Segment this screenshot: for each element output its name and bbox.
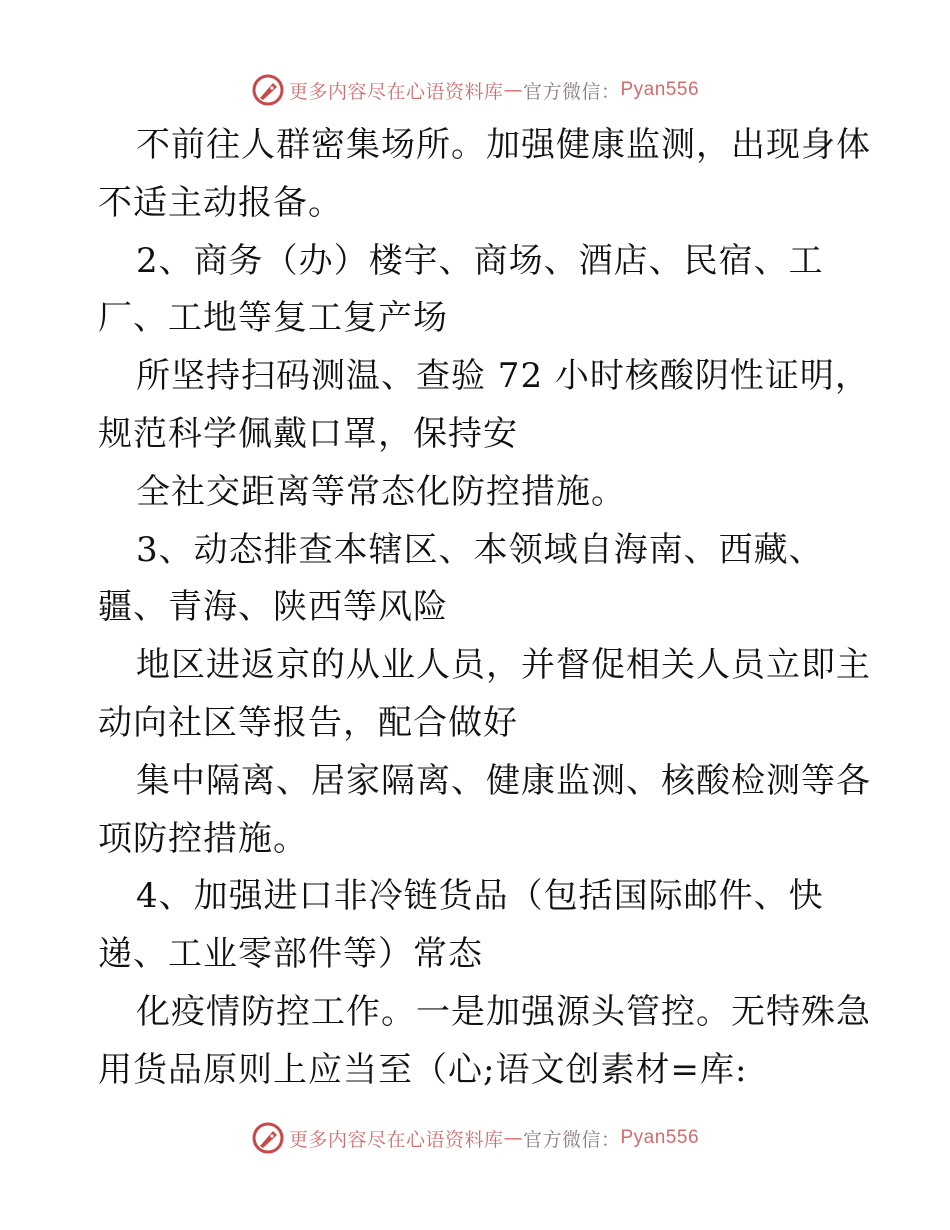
text-line: 4、加强进口非冷链货品（包括国际邮件、快 [136,876,824,917]
text-line: 不前往人群密集场所。加强健康监测，出现身体 [136,125,871,165]
text-line: 疆、青海、陕西等风险 [98,587,448,628]
pen-nib-logo-icon [251,73,285,107]
text-line: 规范科学佩戴口罩，保持安 [98,413,518,454]
footer-wechat-label: 官方微信： [522,1128,621,1151]
text-line: 厂、工地等复工复产场 [98,298,448,339]
text-line: 集中隔离、居家隔离、健康监测、核酸检测等各 [136,760,871,801]
text-line: 2、商务（办）楼宇、商场、酒店、民宿、工 [136,240,824,281]
text-line: 项防控措施。 [98,818,308,859]
text-line: 不适主动报备。 [98,182,343,223]
text-line: 地区进返京的从业人员，并督促相关人员立即主 [136,645,871,686]
text-line: 递、工业零部件等）常态 [98,934,483,975]
footer-banner [0,1118,950,1158]
text-line: 所坚持扫码测温、查验 72 小时核酸阴性证明， [136,356,870,397]
header-site-name: 更多内容尽在心语资料库 [288,80,504,103]
footer-wechat-id: Pyan556 [620,1127,700,1148]
text-line: 用货品原则上应当至（心;语文创素材=库: [98,1049,748,1090]
header-separator: — [503,79,523,101]
header-wechat-label: 官方微信： [522,80,621,103]
document-body [98,117,871,1100]
pen-nib-logo-icon [251,1121,285,1155]
text-line: 动向社区等报告，配合做好 [98,702,518,743]
text-line: 3、动态排查本辖区、本领域自海南、西藏、 [136,529,824,570]
text-line: 化疫情防控工作。一是加强源头管控。无特殊急 [136,991,871,1032]
text-line: 全社交距离等常态化防控措施。 [136,471,626,512]
footer-separator: — [503,1127,523,1149]
header-banner [0,70,950,110]
header-wechat-id: Pyan556 [620,79,700,100]
footer-site-name: 更多内容尽在心语资料库 [288,1128,504,1151]
